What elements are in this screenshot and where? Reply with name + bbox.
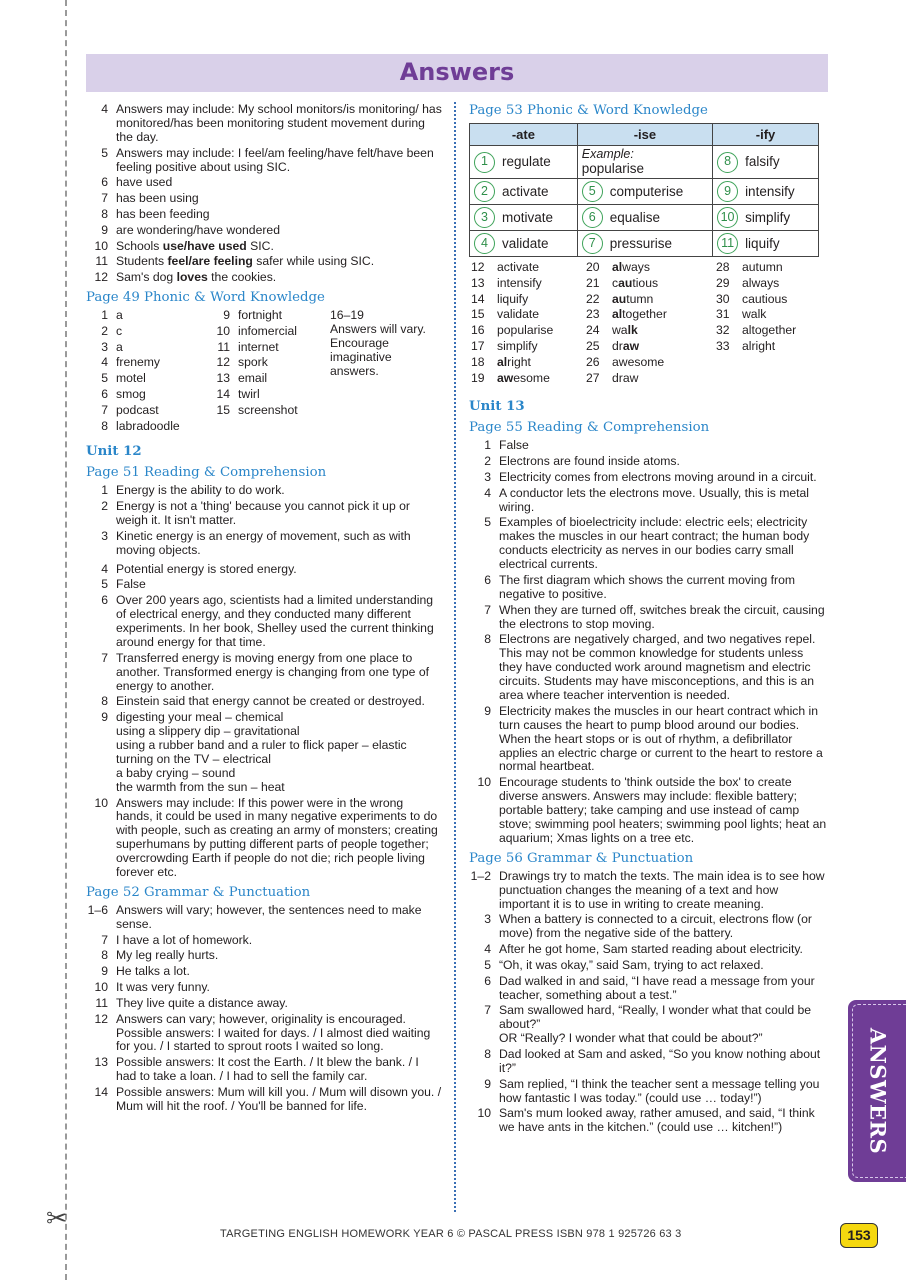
number-circle: 2	[474, 181, 495, 202]
side-tab-label: ANSWERS	[865, 1027, 891, 1155]
list-item: 10 It was very funny.	[94, 980, 210, 995]
list-item: 31 walk	[716, 307, 767, 322]
list-item: 10 Encourage students to 'think outside the box' to create diverse answers. Answers may include: flexible battery; portable battery; take camping and use instead of camp stove; swimming pool heaters; swimming pool lights; heat an aquarium; Xmas lights on a tree etc.	[477, 775, 827, 845]
list-item: 19 awesome	[471, 370, 550, 385]
table-row: 4 validate 7 pressurise 11 liquify	[470, 231, 819, 257]
list-item: 4 After he got home, Sam started reading about electricity.	[484, 942, 803, 957]
list-item-text: Answers will vary. Encourage imaginative answers.	[330, 321, 426, 378]
list-item: 5 “Oh, it was okay,” said Sam, trying to act relaxed.	[484, 957, 764, 972]
p52-answers	[86, 904, 442, 1114]
list-item: 1 False	[484, 438, 529, 453]
list-item: 5 Examples of bioelectricity include: electric eels; electricity makes the muscles in our heart contract; the human body conducts electricity as nerves in our bodies carry small electrical currents.	[484, 515, 810, 572]
list-item: 4 frenemy	[101, 355, 161, 370]
list-item: 4 A conductor lets the electrons move. Usually, this is metal wiring.	[484, 485, 810, 514]
list-item: 9 fortnight	[223, 308, 283, 322]
list-item: 16–19	[330, 308, 364, 322]
list-item: 10 infomercial	[216, 323, 297, 338]
table-row: 1 regulate Example: popularise 8 falsify	[470, 146, 819, 179]
list-item: 3 a	[101, 339, 123, 354]
suffix-table	[469, 123, 819, 257]
list-item: 17 simplify	[471, 338, 538, 353]
list-item: 13 intensify	[471, 275, 542, 290]
p56-answers	[469, 870, 827, 1135]
list-item: 1–6 Answers will vary; however, the sentences need to make sense.	[87, 902, 422, 931]
column-divider	[454, 102, 456, 1212]
list-item: 12 activate	[471, 260, 540, 274]
list-item: 1 Energy is the ability to do work.	[101, 483, 285, 498]
list-item: 1–2 Drawings try to match the texts. The main idea is to see how punctuation changes the meaning of a text and how important it is to use in writing to create meaning.	[470, 868, 825, 911]
section-heading-p53: Page 53 Phonic & Word Knowledge	[469, 103, 708, 118]
list-item: 4 Answers may include: My school monitors/is monitoring/ has monitored/has been monitoring student movement during the day.	[101, 102, 442, 144]
section-heading-p51: Page 51 Reading & Comprehension	[86, 465, 327, 481]
list-item: 5 Answers may include: I feel/am feeling/have felt/have been feeling positive about using SIC.	[101, 145, 434, 174]
list-item: 15 validate	[471, 307, 540, 322]
list-item: 22 autumn	[586, 291, 654, 306]
list-item: 13 Possible answers: It cost the Earth. / It blew the bank. / I had to take a loan. / I had to sell the family car.	[94, 1055, 419, 1084]
list-item: 6 smog	[101, 386, 146, 401]
list-item: 4 Potential energy is stored energy.	[101, 561, 297, 576]
list-item: 9 are wondering/have wondered	[101, 222, 280, 237]
list-item: 12 spork	[216, 355, 268, 370]
list-item: 30 cautious	[716, 291, 788, 306]
list-item: 8 Einstein said that energy cannot be created or destroyed.	[101, 694, 425, 709]
p51-answers	[86, 484, 442, 880]
table-row: 3 motivate 6 equalise 10 simplify	[470, 205, 819, 231]
list-item: 9 Electricity makes the muscles in our heart contract which in turn causes the heart to pump blood around our bodies. When the heart stops or is out of rhythm, a defibrillator applies an electric charge or current to the heart to restore a normal heartbeat.	[484, 703, 823, 774]
section-heading-p49: Page 49 Phonic & Word Knowledge	[86, 290, 325, 305]
list-item: 6 Over 200 years ago, scientists had a limited understanding of electrical energy, and they conducted many different experiments. In her book, Shelley used the current thinking around energy for that time.	[101, 593, 434, 649]
list-item: 5 False	[101, 577, 146, 592]
list-item: 14 Possible answers: Mum will kill you. / Mum will disown you. / Mum will hit the roof. / You'll be banned for life.	[94, 1084, 442, 1113]
p49-answers	[86, 309, 442, 435]
section-heading-p56: Page 56 Grammar & Punctuation	[469, 850, 694, 866]
list-item: 12 Sam's dog loves the cookies.	[94, 270, 277, 285]
unit-heading-13: Unit 13	[469, 399, 525, 415]
list-item: 7 podcast	[101, 402, 159, 417]
page-title: Answers	[399, 58, 515, 86]
number-circle: 8	[717, 152, 738, 173]
list-item: 14 twirl	[216, 386, 260, 401]
number-circle: 4	[474, 233, 495, 254]
list-item: 28 autumn	[716, 260, 783, 274]
list-item: 10 Schools use/have used SIC.	[94, 238, 274, 253]
list-item: 14 liquify	[471, 291, 529, 306]
list-item: 11 They live quite a distance away.	[95, 995, 288, 1010]
list-item: 16 popularise	[471, 323, 554, 338]
list-item: 27 draw	[586, 370, 639, 385]
table-row: 2 activate 5 computerise 9 intensify	[470, 179, 819, 205]
list-item: 10 Answers may include: If this power were in the wrong hands, it could be used in many negative experiments to do with people, such as creating an army of monsters; creating superhumans by putting different parts of people together; overcrowding Earth if people do not die; rich people living forever etc.	[94, 795, 438, 880]
list-item: 7 When they are turned off, switches break the circuit, causing the electrons to stop moving.	[484, 602, 825, 631]
list-item: 5 motel	[101, 371, 146, 386]
list-item: 8 Dad looked at Sam and asked, “So you know nothing about it?”	[484, 1046, 821, 1075]
page-number: 153	[840, 1223, 878, 1248]
scissors-icon: ✂	[46, 1203, 68, 1233]
number-circle: 9	[717, 181, 738, 202]
list-item: 29 always	[716, 275, 780, 290]
list-item: 8 labradoodle	[101, 418, 180, 433]
list-item: 9 Sam replied, “I think the teacher sent a message telling you how fantastic I was today.” (could use … today!”)	[484, 1076, 820, 1105]
list-item: 9 He talks a lot.	[101, 964, 190, 979]
list-item: 25 draw	[586, 338, 640, 353]
list-item: 18 alright	[471, 354, 531, 369]
list-item: 8 My leg really hurts.	[101, 948, 219, 963]
list-item: 7 I have a lot of homework.	[101, 932, 253, 947]
list-item: 15 screenshot	[216, 402, 298, 417]
list-item: 7 Transferred energy is moving energy from one place to another. Transformed energy is changing from one type of energy to another.	[101, 650, 429, 693]
list-item: 13 email	[216, 371, 268, 386]
list-item: 7 Sam swallowed hard, “Really, I wonder what that could be about?” OR “Really? I wonder what that could be about?”	[484, 1003, 812, 1046]
list-item: 3 Kinetic energy is an energy of movement, such as with moving objects.	[101, 528, 411, 557]
p53-answers	[469, 261, 827, 387]
number-circle: 7	[582, 233, 603, 254]
number-circle: 1	[474, 152, 495, 173]
list-item: 11 Students feel/are feeling safer while using SIC.	[95, 254, 375, 269]
number-circle: 10	[717, 207, 738, 228]
table-header-ate: -ate	[470, 124, 578, 146]
list-item: 12 Answers can vary; however, originality is encouraged. Possible answers: I waited for days. / I almost died waiting for you. / I started to sprout roots I waited so long.	[94, 1011, 431, 1054]
table-header-ify: -ify	[713, 124, 819, 146]
answers-banner	[86, 54, 828, 92]
p55-answers	[469, 439, 827, 845]
list-item: 26 awesome	[586, 354, 665, 369]
number-circle: 6	[582, 207, 603, 228]
list-item: 6 Dad walked in and said, “I have read a message from your teacher, something about a test.”	[484, 973, 815, 1002]
table-header-ise: -ise	[577, 124, 712, 146]
number-circle: 3	[474, 207, 495, 228]
unit-heading-12: Unit 12	[86, 444, 142, 460]
list-item: 8 Electrons are negatively charged, and two negatives repel. This may not be common knowledge for students unless they have conducted work around magnetism and electric circuits. Students may have misconceptions, and this is an area where teacher intervention is needed.	[484, 632, 816, 703]
list-item: 21 cautious	[586, 275, 659, 290]
list-item: 24 walk	[586, 323, 638, 338]
list-item: 20 always	[586, 260, 650, 274]
list-item: 7 has been using	[101, 191, 199, 206]
number-circle: 11	[717, 233, 738, 254]
list-item: 9 digesting your meal – chemical using a slippery dip – gravitational using a rubber band and a ruler to flick paper – elastic turning on the TV – electrical a baby crying – sound the warmth from the sun – heat	[101, 710, 407, 794]
list-item: 2 c	[101, 323, 123, 338]
left-column	[86, 103, 442, 1116]
list-item: 32 altogether	[716, 323, 797, 338]
list-item: 23 altogether	[586, 307, 667, 322]
section-heading-p55: Page 55 Reading & Comprehension	[469, 420, 710, 436]
answers-side-tab	[848, 1000, 906, 1182]
list-item: 10 Sam's mum looked away, rather amused, and said, “I think we have ants in the kitchen.” (could use … kitchen!”)	[477, 1106, 815, 1135]
list-item: 33 alright	[716, 338, 776, 353]
list-item: 1 a	[101, 308, 123, 322]
list-item: 2 Energy is not a 'thing' because you cannot pick it up or weigh it. It isn't matter.	[101, 499, 410, 528]
intro-list	[86, 103, 442, 285]
list-item: 3 Electricity comes from electrons moving around in a circuit.	[484, 469, 817, 484]
list-item: 3 When a battery is connected to a circuit, electrons flow (or move) from the negative side of the battery.	[484, 912, 812, 941]
section-heading-p52: Page 52 Grammar & Punctuation	[86, 884, 311, 900]
number-circle: 5	[582, 181, 603, 202]
cut-line	[65, 0, 67, 1280]
list-item: 2 Electrons are found inside atoms.	[484, 454, 680, 469]
list-item: 8 has been feeding	[101, 206, 210, 221]
footer-text: TARGETING ENGLISH HOMEWORK YEAR 6 © PASCAL PRESS ISBN 978 1 925726 63 3	[220, 1228, 682, 1240]
list-item: 6 The first diagram which shows the current moving from negative to positive.	[484, 572, 795, 601]
list-item: 11 internet	[217, 339, 279, 354]
example-cell: Example: popularise	[581, 147, 645, 176]
list-item: 6 have used	[101, 175, 173, 190]
right-column	[469, 103, 827, 1137]
